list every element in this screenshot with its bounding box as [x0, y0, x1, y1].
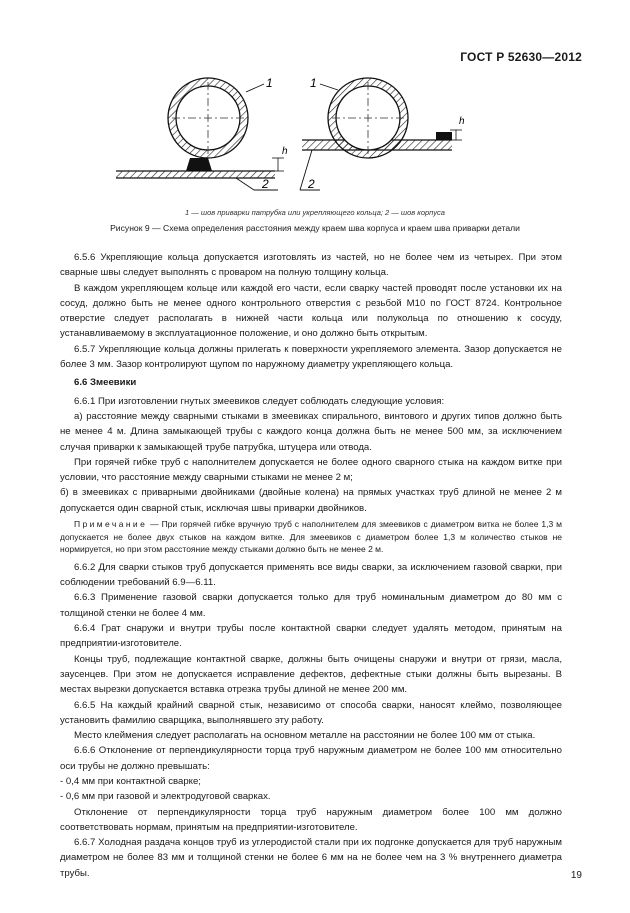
paragraph-6-6-6-large-diameter: Отклонение от перпендикулярности торца труб наружным диаметром более 100 мм должно соответствовать нормам, принятым на предприятии-изготовителе. [60, 806, 562, 833]
paragraph-6-6-7: 6.6.7 Холодная раздача концов труб из углеродистой стали при их подгонке допускается для труб наружным диаметром не более 83 мм и толщиной стенки не более 6 мм на не более чем на 3 % внутреннего диаметра трубы. [60, 837, 562, 879]
paragraph-6-6-3: 6.6.3 Применение газовой сварки допускается только для труб номинальным диаметром до 80 мм с толщиной стенки не более 4 мм. [60, 592, 562, 619]
paragraph-6-6-5: 6.6.5 На каждый крайний сварной стык, независимо от способа сварки, наносят клеймо, позволяющее установить фамилию сварщика, выполнявшего эту работу. [60, 699, 562, 726]
paragraph-6-5-6: 6.5.6 Укрепляющие кольца допускается изготовлять из частей, но не более чем из четырех. При этом сварные швы следует выполнять с проваром на полную толщину кольца. [60, 252, 562, 279]
paragraph-6-6-1-hot-bending: При горячей гибке труб с наполнителем допускается не более одного сварного стыка на каждом витке при условии, что расстояние между сварными стыками не менее 2 м; [60, 456, 562, 484]
right-weld-diagram [300, 76, 465, 191]
paragraph-6-6-6: 6.6.6 Отклонение от перпендикулярности торца труб наружным диаметром не более 100 мм относительно оси трубы не должно превышать: [60, 745, 562, 772]
figure-caption: Рисунок 9 — Схема определения расстояния между краем шва корпуса и краем шва приварки детали [110, 223, 520, 233]
figure-9-diagram [0, 74, 630, 204]
paragraph-6-6-5-stamp-location: Место клеймения следует располагать на основном металле на расстоянии не более 100 мм от стыка. [74, 730, 536, 742]
right-label-1: 1 [310, 76, 317, 90]
left-shell-plate [116, 171, 275, 178]
left-weld-seam [186, 158, 212, 171]
right-label-2: 2 [308, 177, 315, 191]
paragraph-6-6-1-a: а) расстояние между сварными стыками в змеевиках спирального, винтового и других типов должно быть не менее 4 м. Длина замыкающей трубы с каждого конца должна быть не менее 500 мм, за исключением случая приварки к замыкающей трубе патрубка, штуцера или отвода. [60, 410, 562, 453]
note-text: — При горячей гибке вручную труб с наполнителем для змеевиков с диаметром витка не более 1,3 м допускается не более двух стыков на каждом витке. Для змеевиков с диаметром более 1,3 м количество стыков не нормируется, но при этом расстояние между стыками должно быть не менее 2 м. [60, 519, 562, 555]
left-label-1: 1 [266, 76, 273, 90]
note-label: Примечание [74, 519, 148, 530]
paragraph-6-6-4: 6.6.4 Грат снаружи и внутри трубы после контактной сварки следует удалять методом, принятым на предприятии-изготовителе. [60, 623, 562, 650]
right-weld-seam [436, 132, 452, 140]
document-standard-id: ГОСТ Р 52630—2012 [460, 50, 582, 64]
left-label-h: h [282, 146, 288, 157]
page-number: 19 [570, 870, 582, 881]
paragraph-6-6-4-pipe-ends: Концы труб, подлежащие контактной сварке, должны быть очищены снаружи и внутри от грязи, масла, заусенцев. При этом не допускается исправление дефектов, дефектные стыки должны быть вырезаны. В местах вырезки допускается вставка отрезка трубы длиной не менее 200 мм. [60, 653, 562, 696]
paragraph-6-6-1-b: б) в змеевиках с приварными двойниками (двойные колена) на прямых участках труб длиной не менее 2 м допускается один сварной стык, исключая швы приварки двойников. [60, 487, 562, 514]
paragraph-6-6-2: 6.6.2 Для сварки стыков труб допускается применять все виды сварки, за исключением газовой сварки, при соблюдении требований 6.9—6.11. [60, 561, 562, 589]
list-item-gas-arc-welding: - 0,6 мм при газовой и электродуговой сварках. [60, 791, 271, 803]
paragraph-6-6-1: 6.6.1 При изготовлении гнутых змеевиков следует соблюдать следующие условия: [74, 395, 445, 407]
paragraph-6-5-7: 6.5.7 Укрепляющие кольца должны прилегать к поверхности укрепляемого элемента. Зазор допускается не более 3 мм. Зазор контролируют щупом по наружному диаметру укрепляющего кольца. [60, 343, 562, 371]
list-item-contact-welding: - 0,4 мм при контактной сварке; [60, 775, 201, 787]
note-block [60, 518, 562, 556]
figure-legend: 1 — шов приварки патрубка или укрепляющего кольца; 2 — шов корпуса [185, 208, 445, 217]
left-label-2: 2 [262, 177, 269, 191]
right-label-h: h [459, 116, 465, 127]
document-body [60, 250, 562, 881]
paragraph-6-5-6-control-hole: В каждом укрепляющем кольце или каждой его части, если сварку частей проводят после установки их на сосуд, должно быть не менее одного контрольного отверстия с резьбой М10 по ГОСТ 8724. Контрольное отверстие следует располагать в нижней части кольца или полукольца по отношению к сосуду, устанавливаемому в эксплуатационное положение, и оно должно быть открытым. [60, 282, 562, 340]
left-weld-diagram [116, 76, 288, 191]
section-heading-6-6: 6.6 Змеевики [74, 377, 137, 389]
